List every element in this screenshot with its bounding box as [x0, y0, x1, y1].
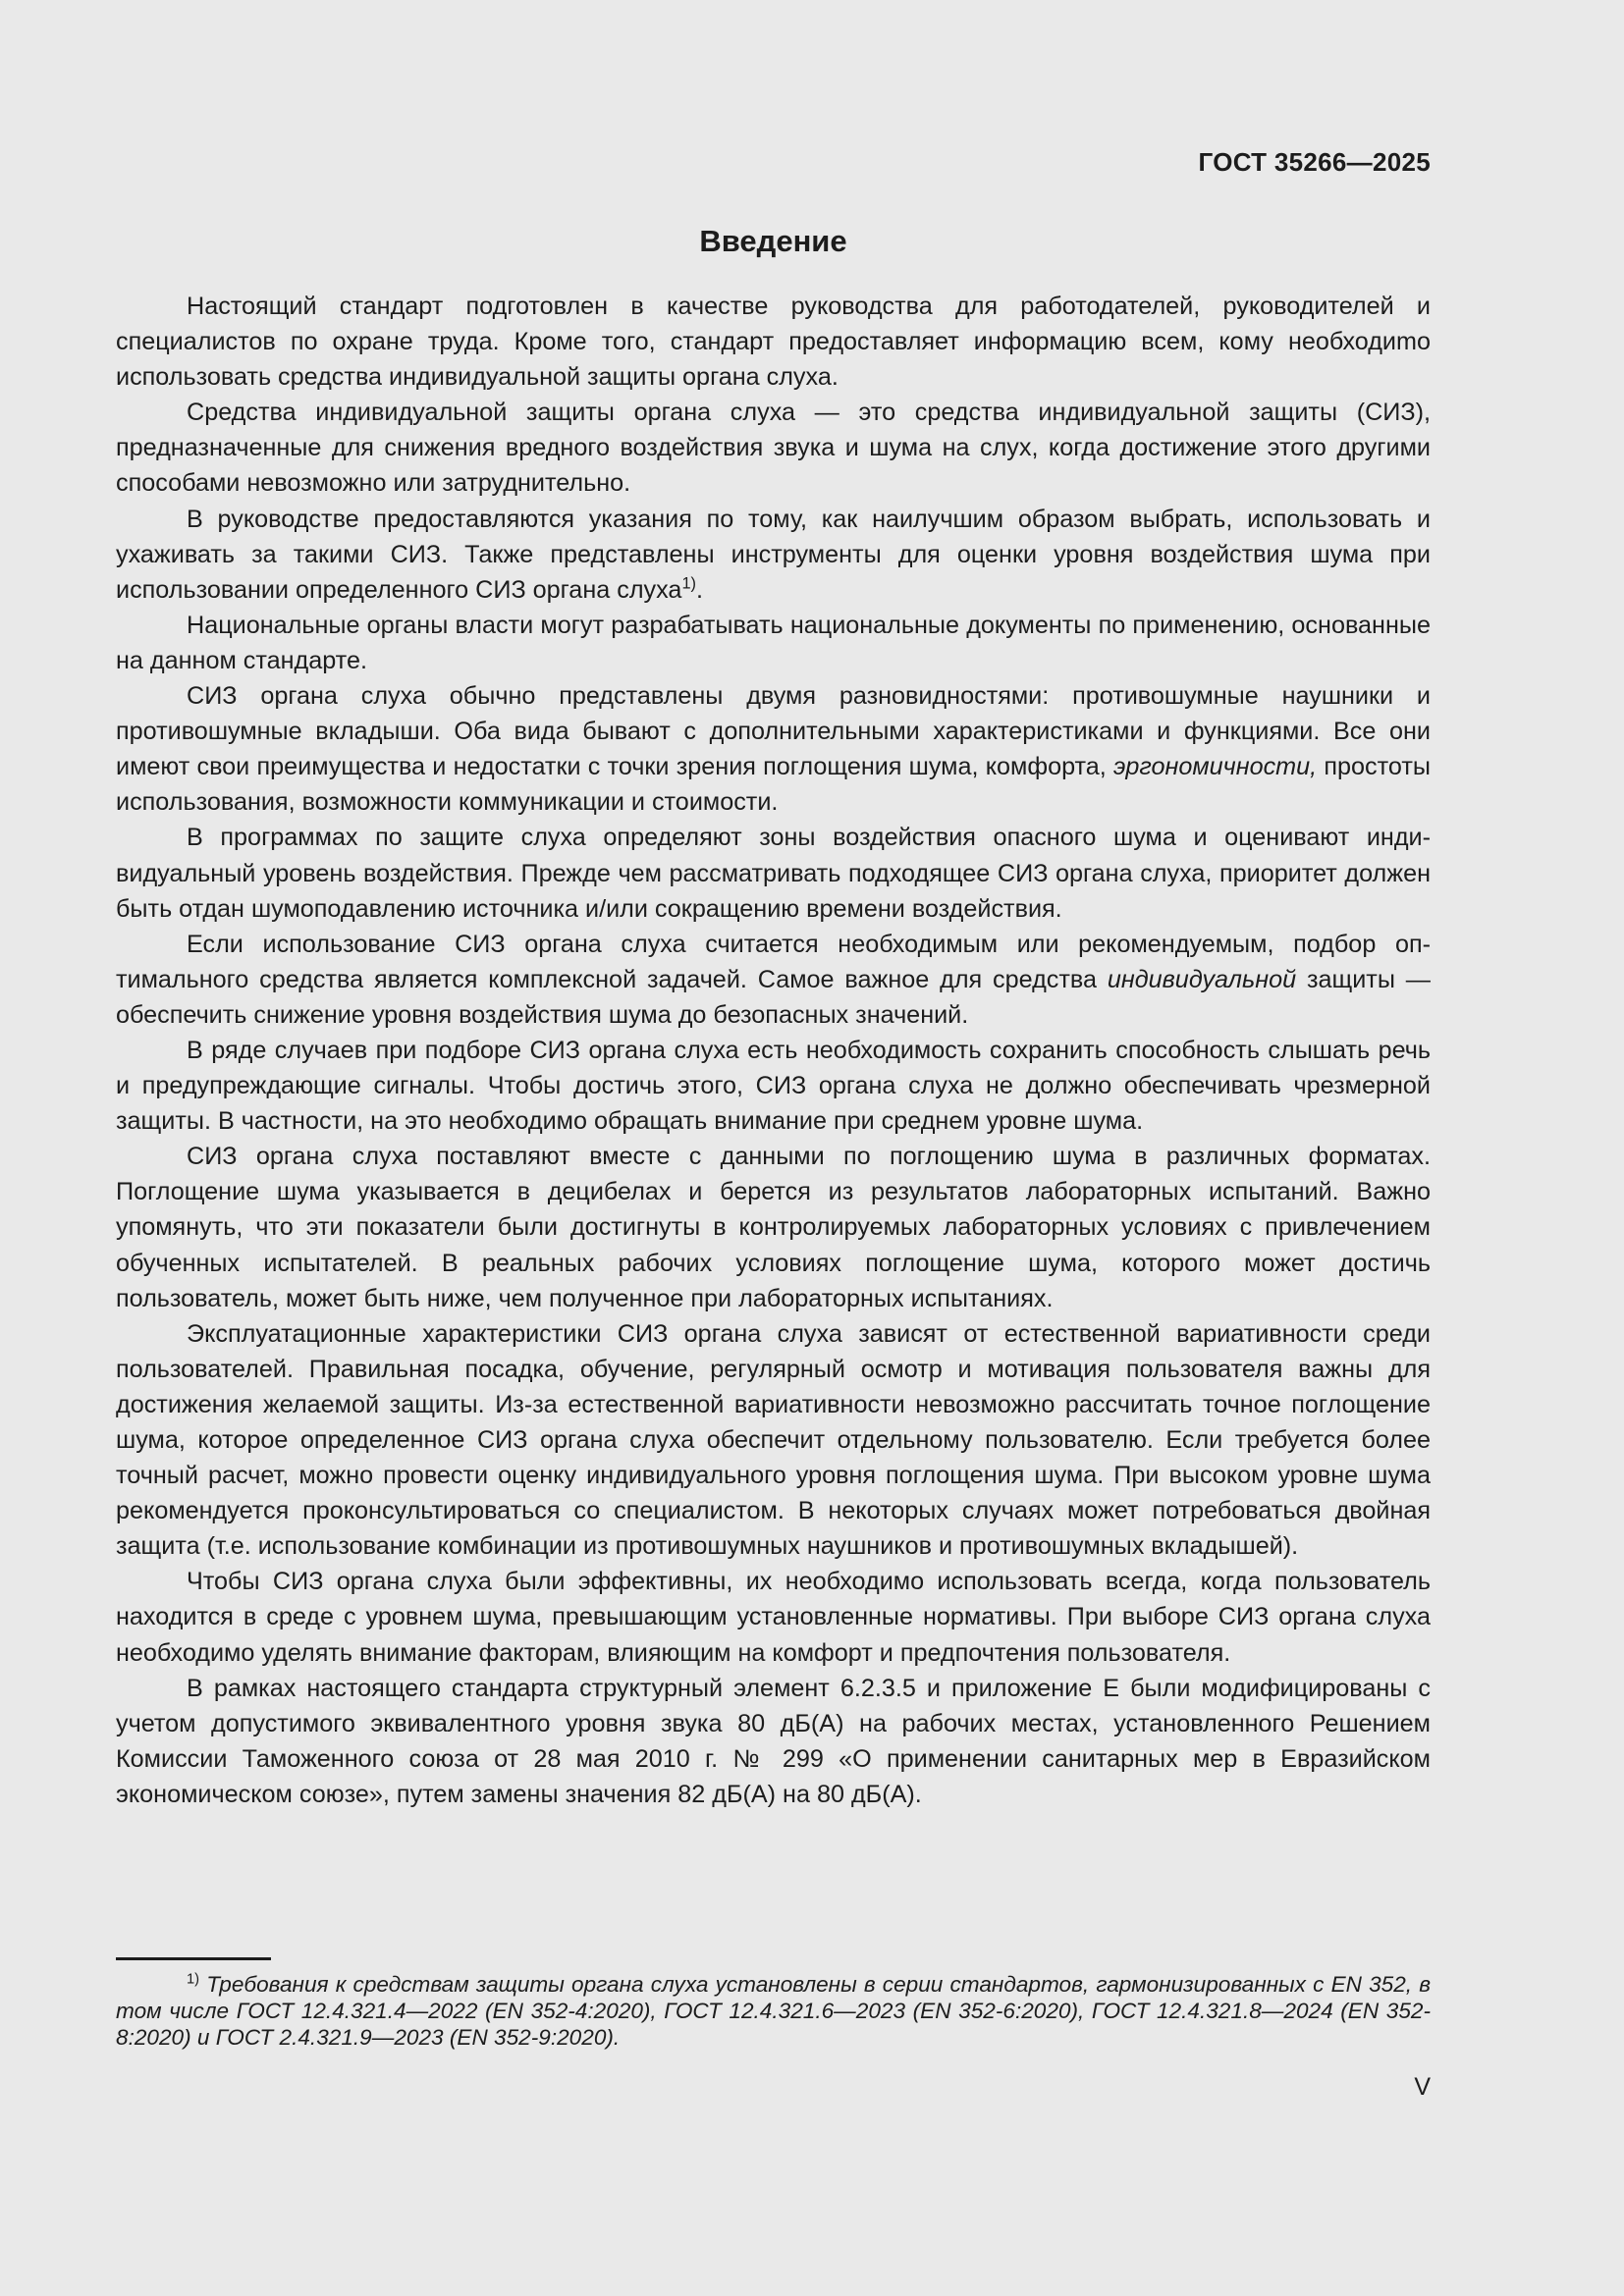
paragraph	[116, 927, 1431, 1033]
italic-text: индивидуальной	[1107, 965, 1297, 993]
paragraph-text: Настоящий стандарт подготовлен в качестве руководства для работодателей, руководителей и специалистов по охране труда. Кроме того, стандарт предоставляет информацию всем, кому необходиmo использовать средства индивидуальной защиты органа слуха.	[116, 293, 1431, 392]
paragraph-text: простоты использования, возможности коммуникации и стоимости.	[116, 753, 1431, 817]
page-number: V	[1414, 2073, 1431, 2101]
footnote-mark: 1)	[187, 1971, 200, 1988]
paragraph	[116, 395, 1431, 501]
paragraph	[116, 678, 1431, 820]
footnote-reference: 1)	[681, 574, 696, 593]
paragraph-text: В рамках настоящего стандарта структурный элемент 6.2.3.5 и приложение Е были модифицированы с учетом допустимого эквивалентного уровня звука 80 дБ(А) на рабочих местах, установленного Решением Комиссии Таможенного союза от 28 мая 2010 г. № 299 «О применении санитарных мер в Евразийском экономическом союзе», путем замены значения 82 дБ(А) на 80 дБ(А).	[116, 1674, 1431, 1808]
document-id: ГОСТ 35266—2025	[1198, 147, 1431, 177]
paragraph	[116, 1139, 1431, 1315]
paragraph-text: Если использование СИЗ органа слуха считается необходимым или рекомендуемым, подбор оптимального средства является комплексной задачей. Самое важное для средства	[116, 930, 1431, 993]
paragraph-text: .	[696, 575, 703, 604]
paragraph-text: СИЗ органа слуха поставляют вместе с данными по поглощению шума в различных форматах. Поглощение шума указывается в децибелах и берется из результатов лабораторных испытаний. Важно упомянуть, что эти показатели были достигнуты в контролируемых лабораторных условиях с привлечением обученных испытателей. В реальных рабочих условиях поглощение шума, которого может достичь пользователь, может быть ниже, чем полученное при лабораторных испытаниях.	[116, 1143, 1431, 1312]
paragraph	[116, 820, 1431, 926]
paragraph	[116, 1316, 1431, 1565]
paragraph	[116, 502, 1431, 608]
paragraph-text: В программах по защите слуха определяют зоны воздействия опасного шума и оценивают индивидуальный уровень воздействия. Прежде чем рассматривать подходящее СИЗ органа слуха, приоритет должен быть отдан шумоподавлению источника и/или сокращению времени воздействия.	[116, 824, 1431, 923]
paragraph-text: Средства индивидуальной защиты органа слуха — это средства индивидуальной защиты (СИЗ), предназначенные для снижения вредного воздействия звука и шума на слух, когда достижение этого другими способами невозможно или затруднительно.	[116, 399, 1431, 498]
italic-text: эргономичности,	[1113, 753, 1318, 781]
paragraph-text: СИЗ органа слуха обычно представлены двумя разновидностями: противошумные наушники и противошумные вкладыши. Оба вида бывают с дополнительными характеристиками и функциями. Все они имеют свои преимущества и недостатки с точки зрения поглощения шума, комфорта,	[116, 682, 1431, 781]
paragraph-text: В руководстве предоставляются указания по тому, как наилучшим образом выбрать, использовать и ухаживать за такими СИЗ. Также представлены инструменты для оценки уровня воздействия шума при использовании определенного СИЗ органа слуха	[116, 505, 1431, 604]
paragraph-text: защиты — обеспечить снижение уровня воздействия шума до безопасных значений.	[116, 965, 1431, 1029]
document-page	[116, 0, 1431, 2296]
paragraph	[116, 608, 1431, 678]
section-title: Введение	[699, 224, 847, 258]
footnote-text: Требования к средствам защиты органа слуха установлены в серии стандартов, гармонизированных с EN 352, в том числе ГОСТ 12.4.321.4—2022 (EN 352-4:2020), ГОСТ 12.4.321.6—2023 (EN 352-6:2020), ГОСТ 12.4.321.8—2024 (EN 352-8:2020) и ГОСТ 2.4.321.9—2023 (EN 352-9:2020).	[116, 1972, 1431, 2050]
paragraph-text: Национальные органы власти могут разрабатывать национальные документы по применению, основанные на данном стандарте.	[116, 611, 1431, 674]
paragraph-text: В ряде случаев при подборе СИЗ органа слуха есть необходимость сохранить способность слышать речь и предупреждающие сигналы. Чтобы достичь этого, СИЗ органа слуха не должно обеспечивать чрезмерной защиты. В частности, на это необходимо обращать внимание при среднем уровне шума.	[116, 1036, 1431, 1136]
paragraph	[116, 1564, 1431, 1670]
footnote-separator	[116, 1957, 271, 1960]
paragraph	[116, 1671, 1431, 1812]
paragraph-text: Эксплуатационные характеристики СИЗ органа слуха зависят от естественной вариативности среди пользователей. Правильная посадка, обучение, регулярный осмотр и мотивация пользователя важны для достижения желаемой защиты. Из-за естественной вариативности невозможно рассчитать точное поглощение шума, которое определенное СИЗ органа слуха обеспечит отдельному пользователю. Если требуется более точный расчет, можно провести оценку индивидуального уровня поглощения шума. При высоком уровне шума рекомендуется проконсультироваться со специалистом. В некоторых случаях может потребоваться двойная защита (т.е. использование комбинации из противошумных наушников и противошумных вкладышей).	[116, 1319, 1431, 1561]
paragraph	[116, 289, 1431, 395]
body-text	[116, 289, 1431, 1812]
footnote	[116, 1971, 1431, 2051]
paragraph-text: Чтобы СИЗ органа слуха были эффективны, их необходимо использовать всегда, когда пользователь находится в среде с уровнем шума, превышающим установленные нормативы. При выборе СИЗ органа слуха необходимо уделять внимание факторам, влияющим на комфорт и предпочтения пользователя.	[116, 1568, 1431, 1667]
paragraph	[116, 1033, 1431, 1139]
